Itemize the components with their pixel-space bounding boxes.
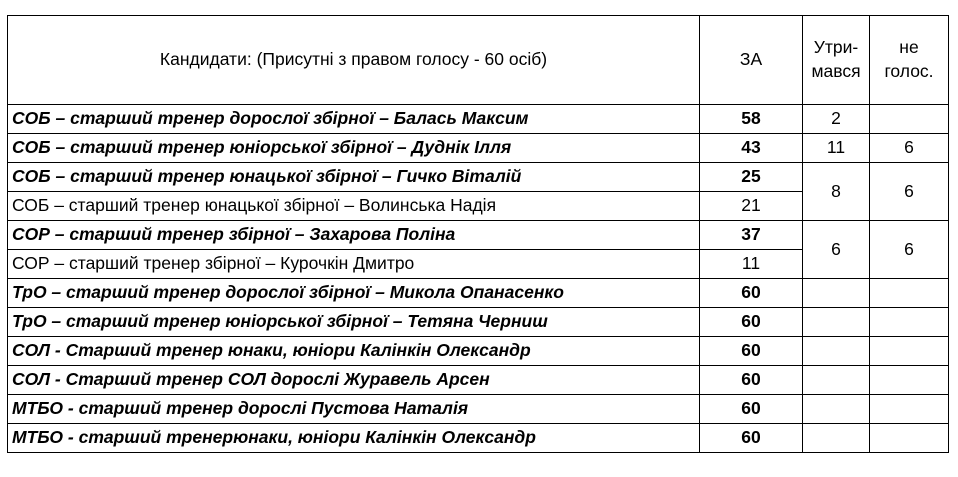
not-voted-cell bbox=[870, 395, 949, 424]
candidate-cell: СОБ – старший тренер дорослої збірної – Балась Максим bbox=[8, 105, 700, 134]
header-not-voted-line1: не bbox=[899, 37, 919, 58]
for-cell: 60 bbox=[700, 337, 803, 366]
abstained-cell: 8 bbox=[803, 163, 870, 221]
table-row bbox=[8, 308, 949, 337]
candidate-cell: СОР – старший тренер збірної – Курочкін Дмитро bbox=[8, 250, 700, 279]
not-voted-cell bbox=[870, 366, 949, 395]
not-voted-cell: 6 bbox=[870, 163, 949, 221]
for-cell: 21 bbox=[700, 192, 803, 221]
table-row bbox=[8, 221, 949, 250]
table-row bbox=[8, 395, 949, 424]
abstained-cell bbox=[803, 424, 870, 453]
candidate-cell: СОР – старший тренер збірної – Захарова Поліна bbox=[8, 221, 700, 250]
header-abstained-line1: Утри- bbox=[813, 37, 859, 58]
candidate-cell: СОБ – старший тренер юніорської збірної – Дуднік Ілля bbox=[8, 134, 700, 163]
candidate-cell: СОБ – старший тренер юнацької збірної – Гичко Віталій bbox=[8, 163, 700, 192]
table-row bbox=[8, 279, 949, 308]
not-voted-cell bbox=[870, 308, 949, 337]
table-row bbox=[8, 163, 949, 192]
for-cell: 25 bbox=[700, 163, 803, 192]
header-not-voted bbox=[870, 16, 949, 105]
abstained-cell bbox=[803, 337, 870, 366]
header-candidates: Кандидати: (Присутні з правом голосу - 60 осіб) bbox=[8, 16, 700, 105]
header-not-voted-line2: голос. bbox=[884, 61, 934, 81]
table-row bbox=[8, 337, 949, 366]
for-cell: 58 bbox=[700, 105, 803, 134]
not-voted-cell bbox=[870, 279, 949, 308]
candidate-cell: СОБ – старший тренер юнацької збірної – Волинська Надія bbox=[8, 192, 700, 221]
for-cell: 60 bbox=[700, 308, 803, 337]
for-cell: 60 bbox=[700, 424, 803, 453]
for-cell: 60 bbox=[700, 279, 803, 308]
not-voted-cell: 6 bbox=[870, 221, 949, 279]
for-cell: 11 bbox=[700, 250, 803, 279]
abstained-cell bbox=[803, 395, 870, 424]
candidate-cell: СОЛ - Старший тренер СОЛ дорослі Журавель Арсен bbox=[8, 366, 700, 395]
header-abstained-line2: мався bbox=[811, 61, 861, 81]
abstained-cell: 6 bbox=[803, 221, 870, 279]
table-header-row bbox=[8, 16, 949, 105]
not-voted-cell bbox=[870, 105, 949, 134]
table-row bbox=[8, 134, 949, 163]
header-abstained bbox=[803, 16, 870, 105]
not-voted-cell bbox=[870, 424, 949, 453]
table-row bbox=[8, 105, 949, 134]
for-cell: 60 bbox=[700, 366, 803, 395]
candidate-cell: СОЛ - Старший тренер юнаки, юніори Калінкін Олександр bbox=[8, 337, 700, 366]
for-cell: 43 bbox=[700, 134, 803, 163]
abstained-cell: 11 bbox=[803, 134, 870, 163]
voting-results-table bbox=[7, 15, 949, 453]
not-voted-cell: 6 bbox=[870, 134, 949, 163]
table-row bbox=[8, 424, 949, 453]
abstained-cell: 2 bbox=[803, 105, 870, 134]
abstained-cell bbox=[803, 366, 870, 395]
candidate-cell: ТрО – старший тренер дорослої збірної – Микола Опанасенко bbox=[8, 279, 700, 308]
header-for: ЗА bbox=[700, 16, 803, 105]
candidate-cell: ТрО – старший тренер юніорської збірної – Тетяна Черниш bbox=[8, 308, 700, 337]
abstained-cell bbox=[803, 308, 870, 337]
for-cell: 37 bbox=[700, 221, 803, 250]
table-row bbox=[8, 366, 949, 395]
candidate-cell: МТБО - старший тренер дорослі Пустова Наталія bbox=[8, 395, 700, 424]
not-voted-cell bbox=[870, 337, 949, 366]
abstained-cell bbox=[803, 279, 870, 308]
for-cell: 60 bbox=[700, 395, 803, 424]
candidate-cell: МТБО - старший тренерюнаки, юніори Калінкін Олександр bbox=[8, 424, 700, 453]
